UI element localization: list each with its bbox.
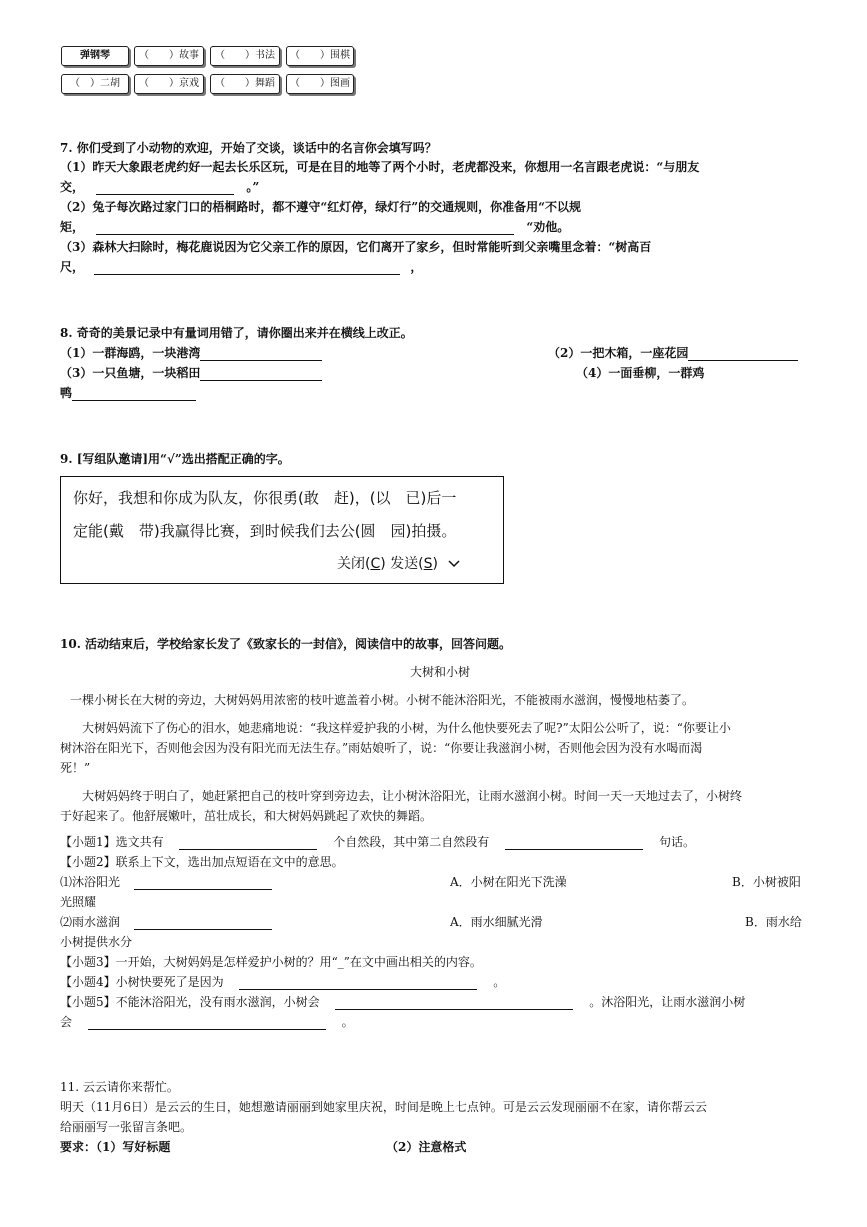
- q11-p1: 明天（11月6日）是云云的生日，她想邀请丽丽到她家里庆祝，时间是晚上七点钟。可是云云发现丽丽不在家，请你帮云云: [60, 1100, 707, 1114]
- q8-item-4: （4）一面垂柳，一群鸡: [576, 366, 705, 380]
- q11-title: 11. 云云请你来帮忙。: [60, 1080, 179, 1094]
- sub-q4-a: 【小题4】小树快要死了是因为: [60, 975, 224, 989]
- q10-title: 10. 活动结束后，学校给家长发了《致家长的一封信》，阅读信中的故事，回答问题。: [60, 637, 512, 651]
- sub-q5-c: 会: [60, 1015, 73, 1029]
- sub-q1: [60, 833, 695, 850]
- story-p3b: 于好起来了。他舒展嫩叶，茁壮成长，和大树妈妈跳起了欢快的舞蹈。: [60, 809, 433, 823]
- sub-q2-2-answer[interactable]: [134, 916, 272, 930]
- q9-title: 9. [写组队邀请]用“√”选出搭配正确的字。: [60, 452, 290, 466]
- q7-l2b-pre: 矩，: [60, 220, 85, 234]
- sub-q3: 【小题3】一开始，大树妈妈是怎样爱护小树的？用“_”在文中画出相关的内容。: [60, 955, 482, 969]
- tag-story: （ ）故事: [134, 46, 204, 66]
- tag-erhu: （ ）二胡: [61, 74, 129, 94]
- sub-q5-a: 【小题5】不能沐浴阳光，没有雨水滋润，小树会: [60, 995, 320, 1009]
- sub-q1-answer-2[interactable]: [505, 836, 643, 850]
- q7-l3a: （3）森林大扫除时，梅花鹿说因为它父亲工作的原因，它们离开了家乡，但时常能听到父亲嘴里念着：“树高百: [60, 240, 652, 254]
- q8-answer-4[interactable]: [72, 387, 196, 401]
- q8-item-2: [548, 344, 798, 361]
- sub-q2-2-option-b-cont: 小树提供水分: [60, 935, 133, 949]
- sub-q1-b: 个自然段，其中第二自然段有: [333, 835, 490, 849]
- q7-l2b-post: “劝他。: [526, 220, 570, 234]
- q8-answer-3[interactable]: [200, 367, 322, 381]
- sub-q4: [60, 973, 505, 990]
- q8-item-4b: [60, 384, 196, 401]
- send-key[interactable]: S: [423, 556, 433, 572]
- sub-q2-1-label: ⑴沐浴阳光: [60, 875, 121, 889]
- tag-dance: （ ）舞蹈: [210, 74, 280, 94]
- invite-line-1: 你好，我想和你成为队友，你很勇(敢 赶)，(以 已)后一: [73, 489, 457, 507]
- sub-q5-b: 。沐浴阳光，让雨水滋润小树: [589, 995, 746, 1009]
- close-key[interactable]: C: [370, 556, 381, 572]
- sub-q5: [60, 993, 745, 1010]
- sub-q5-cont: [60, 1013, 354, 1030]
- q7-answer-3[interactable]: [94, 261, 400, 275]
- send-end: ): [432, 556, 438, 572]
- sub-q2-1-option-b-cont: 光照耀: [60, 895, 97, 909]
- q7-l1b: [60, 178, 259, 195]
- invite-line-2: 定能(戴 带)我赢得比赛，到时候我们去公(圆 园)拍摄。: [73, 522, 457, 540]
- sub-q1-c: 句话。: [658, 835, 695, 849]
- sub-q2: 【小题2】联系上下文，选出加点短语在文中的意思。: [60, 855, 344, 869]
- sub-q2-2-label: ⑵雨水滋润: [60, 915, 121, 929]
- q8-item-1: [60, 344, 322, 361]
- q7-l3b-pre: 尺，: [60, 260, 85, 274]
- q8-item-2-text: （2）一把木箱，一座花园: [548, 346, 689, 360]
- sub-q2-2-option-b[interactable]: B．雨水给: [745, 915, 802, 929]
- tag-calligraphy: （ ）书法: [210, 46, 280, 66]
- story-title: 大树和小树: [410, 665, 471, 679]
- q8-answer-2[interactable]: [688, 347, 798, 361]
- q7-l3b-post: ，: [410, 260, 423, 274]
- sub-q2-1-option-b[interactable]: B．小树被阳: [732, 875, 801, 889]
- story-p2b: 树沐浴在阳光下，否则他会因为没有阳光而无法生存。”雨姑娘听了，说：“你要让我滋润小树，否则他会因为没有水喝而渴: [60, 741, 703, 755]
- q8-item-3: [60, 364, 322, 381]
- sub-q2-1-option-a[interactable]: A．小树在阳光下洗澡: [450, 875, 567, 889]
- q7-l2b: [60, 218, 569, 235]
- sub-q5-d: 。: [341, 1015, 354, 1029]
- q8-item-3-text: （3）一只鱼塘，一块稻田: [60, 366, 201, 380]
- chevron-down-icon[interactable]: [448, 556, 460, 572]
- sub-q4-b: 。: [493, 975, 506, 989]
- q7-l2a: （2）兔子每次路过家门口的梧桐路时，都不遵守“红灯停，绿灯行”的交通规则，你准备用“不以规: [60, 200, 582, 214]
- q11-req-2: （2）注意格式: [386, 1140, 467, 1154]
- q11-p2: 给丽丽写一张留言条吧。: [60, 1120, 193, 1134]
- q7-l1b-post: 。”: [246, 180, 260, 194]
- tag-piano: 弹钢琴: [61, 46, 129, 66]
- sub-q2-1-answer[interactable]: [134, 876, 272, 890]
- q7-answer-2[interactable]: [96, 221, 514, 235]
- q8-title: 8. 奇奇的美景记录中有量词用错了，请你圈出来并在横线上改正。: [60, 326, 413, 340]
- q11-req-1: 要求：（1）写好标题: [60, 1140, 171, 1154]
- q7-l1a: （1）昨天大象跟老虎约好一起去长乐区玩，可是在目的地等了两个小时，老虎都没来，你想用一名言跟老虎说：“与朋友: [60, 160, 700, 174]
- invite-message-box: [60, 476, 504, 584]
- story-p1: 一棵小树长在大树的旁边，大树妈妈用浓密的枝叶遮盖着小树。小树不能沐浴阳光，不能被雨水滋润，慢慢地枯萎了。: [70, 693, 695, 707]
- q7-answer-1[interactable]: [96, 181, 234, 195]
- story-p2c: 死！”: [60, 761, 91, 775]
- sub-q1-answer-1[interactable]: [179, 836, 317, 850]
- sub-q4-answer[interactable]: [239, 976, 477, 990]
- sub-q2-2-option-a[interactable]: A．雨水细腻光滑: [450, 915, 543, 929]
- sub-q5-answer-1[interactable]: [335, 996, 573, 1010]
- tag-opera: （ ）京戏: [134, 74, 204, 94]
- invite-actions: [337, 553, 460, 573]
- q8-item-4b-text: 鸭: [60, 386, 73, 400]
- sub-q2-2: [60, 913, 272, 930]
- close-label: 关闭(: [337, 556, 371, 572]
- story-p2a: 大树妈妈流下了伤心的泪水，她悲痛地说：“我这样爱护我的小树，为什么他快要死去了呢?”太阳公公听了，说：“你要让小: [82, 721, 731, 735]
- sub-q2-1: [60, 873, 272, 890]
- story-p3a: 大树妈妈终于明白了，她赶紧把自己的枝叶穿到旁边去，让小树沐浴阳光，让雨水滋润小树。时间一天一天地过去了，小树终: [82, 789, 743, 803]
- q7-l1b-pre: 交，: [60, 180, 85, 194]
- q7-title: 7. 你们受到了小动物的欢迎，开始了交谈，谈话中的名言你会填写吗？: [60, 141, 437, 155]
- sub-q1-a: 【小题1】选文共有: [60, 835, 164, 849]
- tag-painting: （ ）图画: [286, 74, 354, 94]
- q8-answer-1[interactable]: [200, 347, 322, 361]
- q7-l3b: [60, 258, 422, 275]
- q8-item-1-text: （1）一群海鸥，一块港湾: [60, 346, 201, 360]
- send-label: ) 发送(: [380, 556, 424, 572]
- sub-q5-answer-2[interactable]: [88, 1016, 326, 1030]
- tag-go: （ ）围棋: [286, 46, 354, 66]
